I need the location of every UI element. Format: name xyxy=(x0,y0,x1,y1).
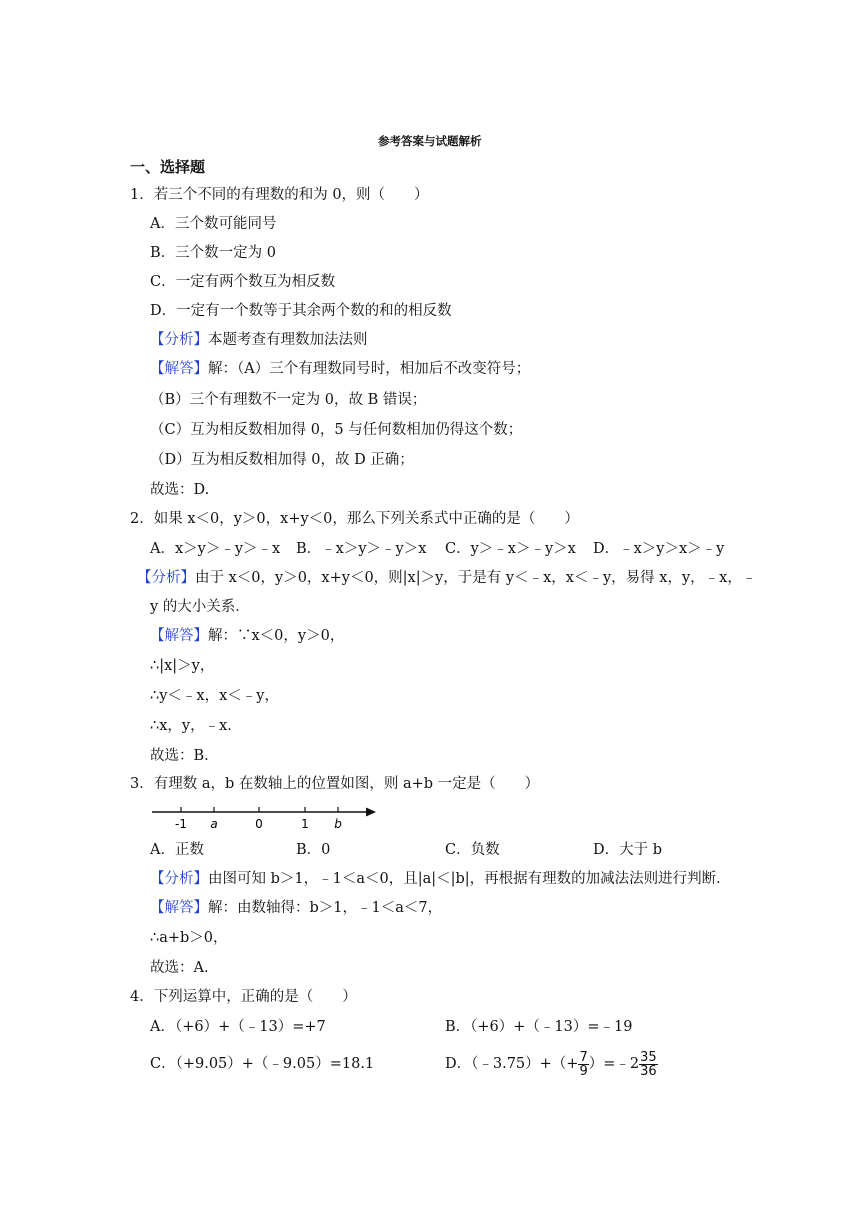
q4-option-d xyxy=(445,1046,658,1082)
q2-answer-line: ∴y＜﹣x，x＜﹣y， xyxy=(150,688,279,704)
q2-answer xyxy=(150,627,344,645)
number-line-arrow xyxy=(366,808,376,817)
analysis-tag: 【分析】 xyxy=(137,570,195,586)
q1-analysis xyxy=(150,331,368,349)
answer-tag: 【解答】 xyxy=(150,361,208,377)
q3-answer xyxy=(150,899,442,917)
q2-analysis-text: 由于 x＜0，y＞0，x+y＜0，则|x|＞y，于是有 y＜﹣x，x＜﹣y，易得 x，y，﹣x，﹣ xyxy=(195,570,757,586)
axis-label-0: 0 xyxy=(255,817,263,831)
q1-choice: 故选：D. xyxy=(150,482,210,498)
q4-option-d-mid: ）=﹣2 xyxy=(588,1056,640,1072)
q3-answer-line: ∴a+b＞0， xyxy=(150,930,228,946)
q2-answer-line: ∴|x|＞y， xyxy=(150,658,215,674)
answer-tag: 【解答】 xyxy=(150,900,208,916)
q4-option-a: A．（+6）+（﹣13）=+7 xyxy=(150,1019,326,1035)
q2-stem: 2．如果 x＜0，y＞0，x+y＜0，那么下列关系式中正确的是（ ） xyxy=(130,511,579,527)
fraction-numerator: 35 xyxy=(640,1049,657,1065)
q1-answer xyxy=(150,360,530,378)
q4-option-c: C．（+9.05）+（﹣9.05）=18.1 xyxy=(150,1056,375,1072)
q1-answer-line: （B）三个有理数不一定为 0，故 B 错误； xyxy=(150,392,427,408)
q4-option-d-prefix: D．（﹣3.75）+（+ xyxy=(445,1056,579,1072)
q3-option-a: A．正数 xyxy=(150,842,204,858)
q4-option-b: B．（+6）+（﹣13）=﹣19 xyxy=(445,1019,633,1035)
q1-option-c: C．一定有两个数互为相反数 xyxy=(150,274,336,290)
q3-stem: 3．有理数 a，b 在数轴上的位置如图，则 a+b 一定是（ ） xyxy=(130,776,540,792)
q2-analysis-cont: y 的大小关系． xyxy=(150,599,250,615)
fraction-denominator: 36 xyxy=(640,1063,657,1079)
q3-option-d: D．大于 b xyxy=(593,842,663,858)
q3-option-c: C．负数 xyxy=(445,842,500,858)
q2-option-c: C．y＞﹣x＞﹣y＞x xyxy=(445,541,576,557)
q2-option-d: D．﹣x＞y＞x＞﹣y xyxy=(593,541,725,557)
q3-analysis xyxy=(150,870,731,888)
axis-label-a: a xyxy=(210,817,218,831)
q1-answer-line: （C）互为相反数相加得 0，5 与任何数相加仍得这个数； xyxy=(150,422,523,438)
analysis-tag: 【分析】 xyxy=(150,332,208,348)
axis-label-neg1: -1 xyxy=(175,817,187,831)
number-line-figure xyxy=(150,802,380,834)
q1-stem: 1．若三个不同的有理数的和为 0，则（ ） xyxy=(130,187,429,203)
analysis-tag: 【分析】 xyxy=(150,871,208,887)
fraction-denominator: 9 xyxy=(579,1063,588,1079)
q1-option-a: A．三个数可能同号 xyxy=(150,216,277,232)
q2-answer-text: 解：∵x＜0，y＞0， xyxy=(208,628,345,644)
q1-analysis-text: 本题考查有理数加法法则 xyxy=(208,332,368,348)
q2-option-b: B．﹣x＞y＞﹣y＞x xyxy=(296,541,427,557)
q3-option-b: B．0 xyxy=(296,842,331,858)
axis-label-b: b xyxy=(334,817,342,831)
q3-answer-text: 解：由数轴得：b＞1，﹣1＜a＜7， xyxy=(208,900,443,916)
q1-answer-text: 解：（A）三个有理数同号时，相加后不改变符号； xyxy=(208,361,531,377)
q2-analysis xyxy=(137,569,756,587)
q2-choice: 故选：B. xyxy=(150,748,209,764)
q1-answer-line: （D）互为相反数相加得 0，故 D 正确； xyxy=(150,452,414,468)
q3-choice: 故选：A. xyxy=(150,960,209,976)
q3-analysis-text: 由图可知 b＞1，﹣1＜a＜0，且|a|＜|b|，再根据有理数的加减法法则进行判断． xyxy=(208,871,731,887)
answer-tag: 【解答】 xyxy=(150,628,208,644)
q1-option-d: D．一定有一个数等于其余两个数的和的相反数 xyxy=(150,303,452,319)
axis-label-1: 1 xyxy=(301,817,309,831)
q1-option-b: B．三个数一定为 0 xyxy=(150,245,276,261)
q2-answer-line: ∴x，y，﹣x． xyxy=(150,718,242,734)
page-title: 参考答案与试题解析 xyxy=(378,134,482,148)
fraction-numerator: 7 xyxy=(579,1049,588,1065)
fraction-7-9 xyxy=(578,1051,588,1078)
q2-option-a: A．x＞y＞﹣y＞﹣x xyxy=(150,541,281,557)
section-title: 一、选择题 xyxy=(130,158,206,176)
fraction-35-36 xyxy=(639,1051,658,1078)
q4-stem: 4．下列运算中，正确的是（ ） xyxy=(130,989,357,1005)
